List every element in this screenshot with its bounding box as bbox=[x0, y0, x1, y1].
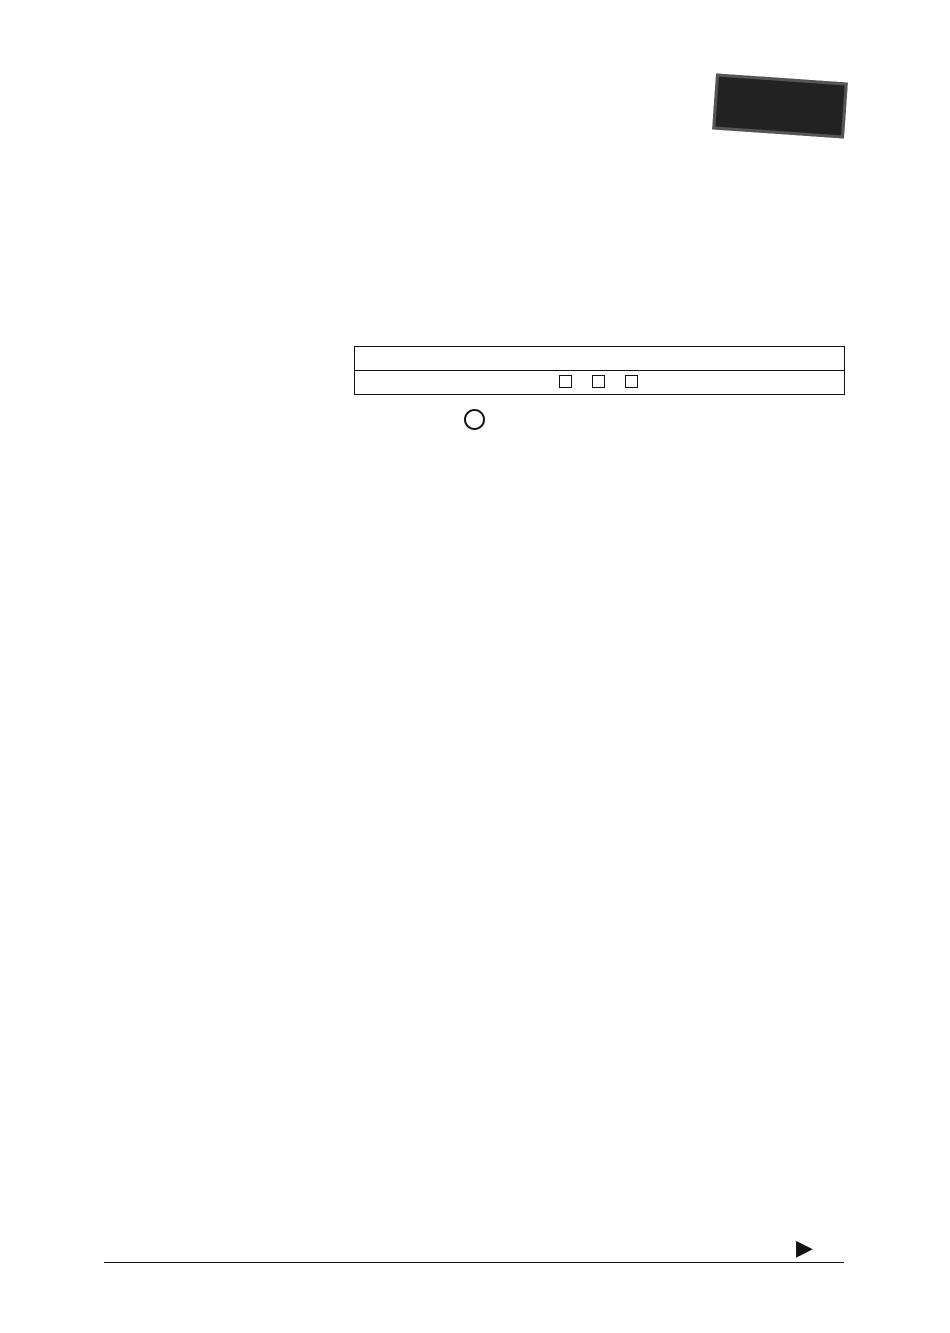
score-row-2 bbox=[355, 371, 845, 395]
checkbox-icon bbox=[592, 375, 605, 388]
footer-divider bbox=[104, 1262, 844, 1263]
alarm-clock-icon bbox=[464, 409, 485, 430]
unit-title bbox=[0, 408, 950, 433]
score-table bbox=[354, 346, 845, 395]
page-number bbox=[796, 1236, 813, 1261]
checkbox-icon bbox=[559, 375, 572, 388]
checkbox-icon bbox=[625, 375, 638, 388]
play-arrow-icon: ▶ bbox=[796, 1236, 813, 1261]
teacher-use-stamp bbox=[712, 73, 848, 138]
score-row-1 bbox=[355, 347, 845, 371]
